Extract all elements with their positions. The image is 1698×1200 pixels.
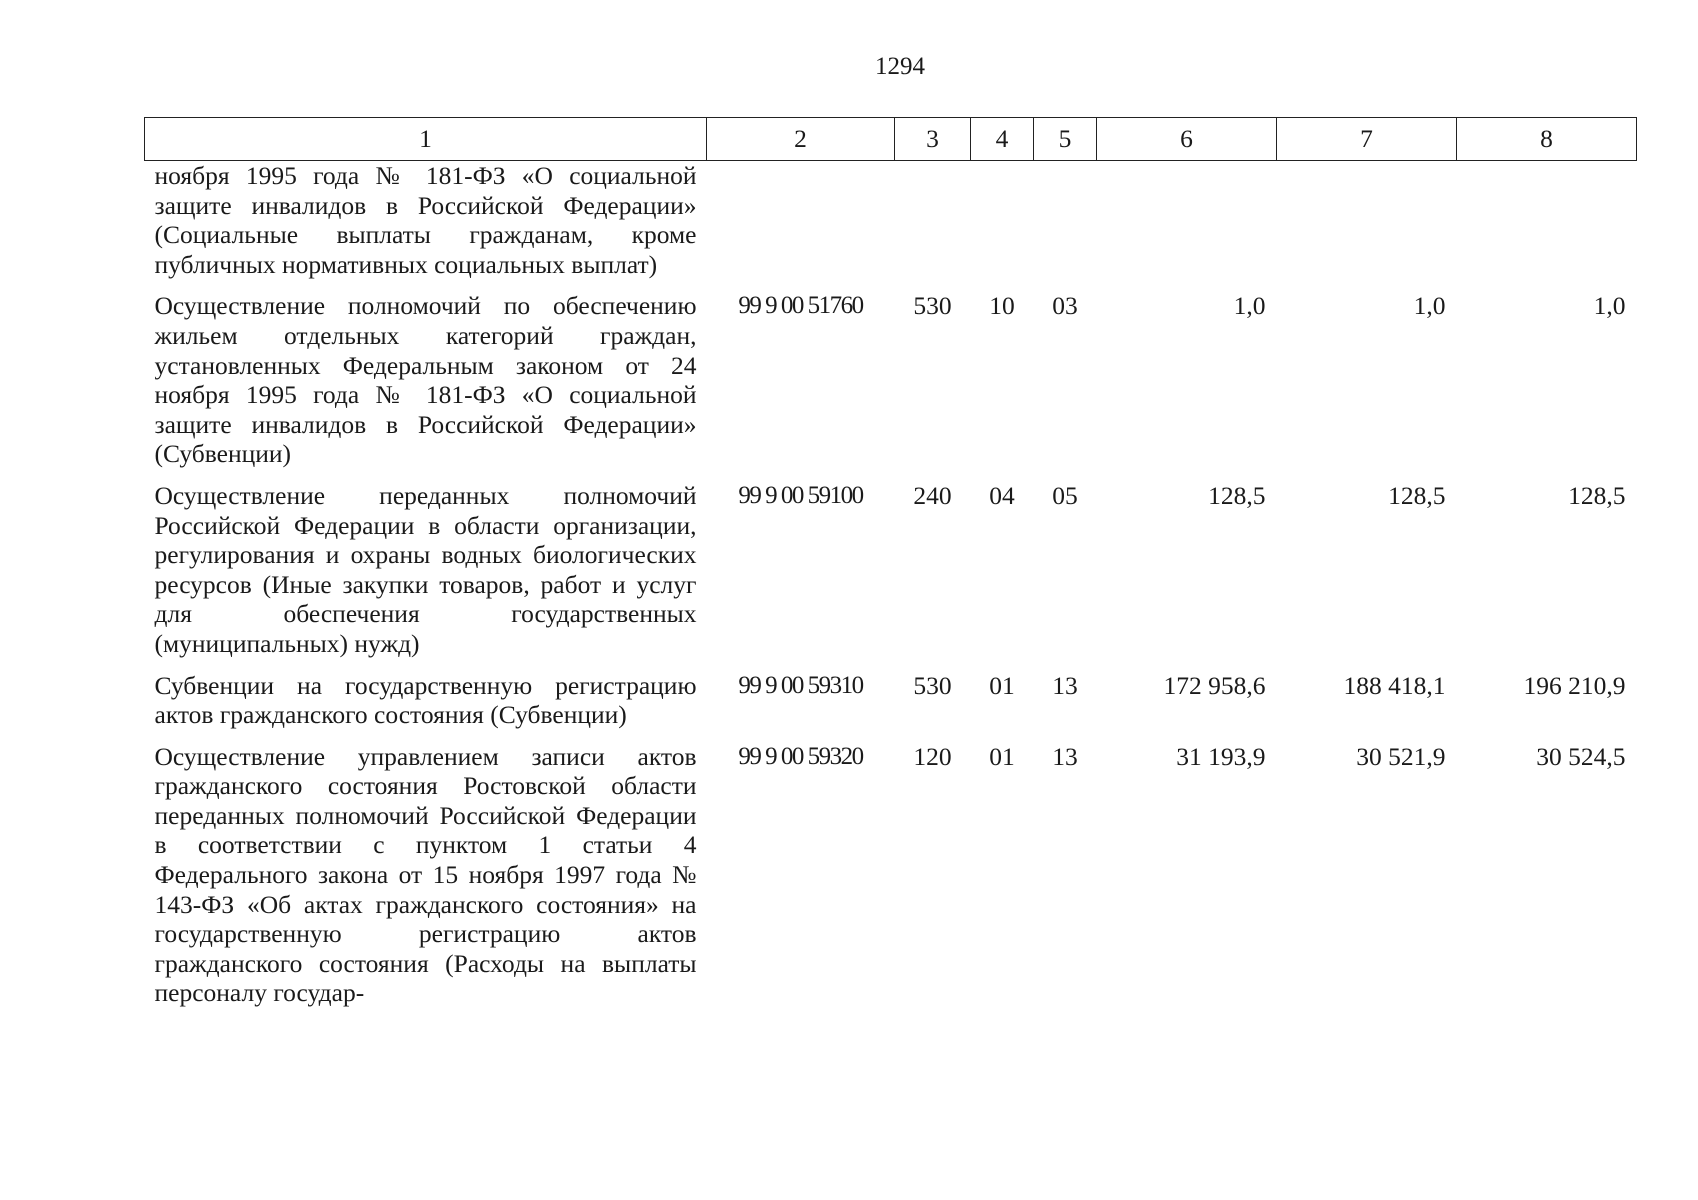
header-col-8: 8 [1457, 118, 1637, 161]
table-row [145, 291, 1637, 481]
row-amount-year1: 31 193,9 [1176, 741, 1266, 771]
table-body [145, 161, 1637, 1021]
row-subsection: 03 [1052, 291, 1078, 321]
header-col-5: 5 [1034, 118, 1097, 161]
row-target-code: 99 9 00 51760 [738, 292, 863, 320]
row-section [971, 161, 1034, 292]
row-amount-year3 [1457, 161, 1637, 292]
row-expense-type [895, 161, 971, 292]
row-amount-year1: 128,5 [1208, 480, 1266, 510]
row-section: 01 [989, 741, 1015, 771]
row-subsection: 13 [1052, 670, 1078, 700]
row-amount-year3: 30 524,5 [1536, 741, 1626, 771]
row-amount-year2: 1,0 [1413, 291, 1446, 321]
header-col-3: 3 [895, 118, 971, 161]
row-description: Осуществление полномочий по обеспечению жильем отдельных категорий граждан, установленных Федеральным законом от 24 ноября 1995 года № 181-ФЗ «О социальной защите инвалидов в Российской Федерации» (Субвенции) [154, 291, 697, 469]
row-description: Осуществление переданных полномочий Российской Федерации в области организации, регулирования и охраны водных биологических ресурсов (Иные закупки товаров, работ и услуг для обеспечения государственных (муниципальных) нужд) [154, 480, 697, 658]
row-expense-type: 530 [913, 291, 952, 321]
header-col-2: 2 [707, 118, 895, 161]
row-section: 10 [989, 291, 1015, 321]
row-amount-year3: 128,5 [1568, 480, 1626, 510]
row-amount-year1: 172 958,6 [1163, 670, 1266, 700]
row-amount-year1 [1097, 161, 1277, 292]
row-target-code: 99 9 00 59100 [738, 481, 863, 509]
table-header [145, 118, 1637, 161]
row-expense-type: 530 [913, 670, 952, 700]
row-amount-year2: 30 521,9 [1356, 741, 1446, 771]
header-col-1: 1 [145, 118, 707, 161]
row-target-code [707, 161, 895, 292]
row-target-code: 99 9 00 59310 [738, 671, 863, 699]
row-description: Субвенции на государственную регистрацию актов гражданского состояния (Субвенции) [154, 670, 697, 730]
row-description: ноября 1995 года № 181-ФЗ «О социальной защите инвалидов в Российской Федерации» (Социальные выплаты гражданам, кроме публичных нормативных социальных выплат) [154, 161, 697, 279]
row-amount-year3: 1,0 [1593, 291, 1626, 321]
row-section: 04 [989, 480, 1015, 510]
row-amount-year3: 196 210,9 [1523, 670, 1626, 700]
header-col-6: 6 [1097, 118, 1277, 161]
row-expense-type: 240 [913, 480, 952, 510]
row-description: Осуществление управлением записи актов гражданского состояния Ростовской области переданных полномочий Российской Федерации в соответствии с пунктом 1 статьи 4 Федерального закона от 15 ноября 1997 года № 143-ФЗ «Об актах гражданского состояния» на государственную регистрацию актов гражданского состояния (Расходы на выплаты персоналу государ- [154, 741, 697, 1008]
row-amount-year2 [1277, 161, 1457, 292]
row-subsection: 05 [1052, 480, 1078, 510]
page-number: 1294 [875, 53, 925, 80]
header-col-4: 4 [971, 118, 1034, 161]
row-section: 01 [989, 670, 1015, 700]
row-amount-year2: 188 418,1 [1343, 670, 1446, 700]
row-target-code: 99 9 00 59320 [738, 742, 863, 770]
row-subsection: 13 [1052, 741, 1078, 771]
header-col-7: 7 [1277, 118, 1457, 161]
row-subsection [1034, 161, 1097, 292]
table-row [145, 481, 1637, 671]
row-amount-year1: 1,0 [1233, 291, 1266, 321]
table-row [145, 161, 1637, 292]
row-amount-year2: 128,5 [1388, 480, 1446, 510]
budget-table [144, 117, 1637, 1020]
header-row [145, 118, 1637, 161]
table-row [145, 671, 1637, 742]
row-expense-type: 120 [913, 741, 952, 771]
table-row [145, 742, 1637, 1020]
